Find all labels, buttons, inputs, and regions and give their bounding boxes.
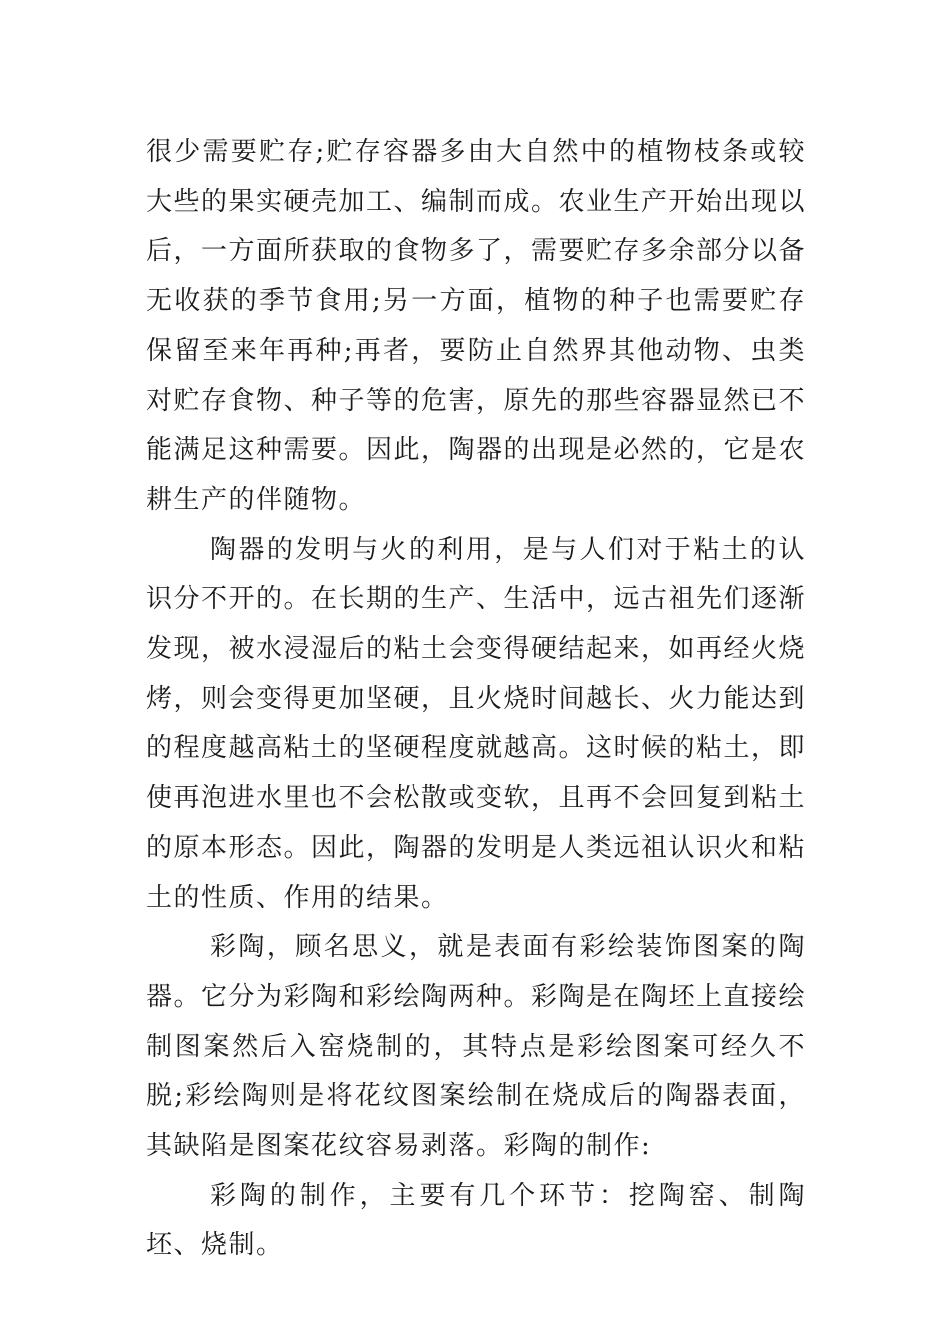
paragraph-storage-need: 很少需要贮存;贮存容器多由大自然中的植物枝条或较大些的果实硬壳加工、编制而成。农业生产开始出现以后，一方面所获取的食物多了，需要贮存多余部分以备无收获的季节食用;另一方面，植物的种子也需要贮存保留至来年再种;再者，要防止自然界其他动物、虫类对贮存食物、种子等的危害，原先的那些容器显然已不能满足这种需要。因此，陶器的出现是必然的，它是农耕生产的伴随物。: [146, 137, 807, 515]
body-text: [146, 128, 806, 1271]
paragraph-painted-pottery-definition: 彩陶，顾名思义，就是表面有彩绘装饰图案的陶器。它分为彩陶和彩绘陶两种。彩陶是在陶坯上直接绘制图案然后入窑烧制的，其特点是彩绘图案可经久不脱;彩绘陶则是将花纹图案绘制在烧成后的陶器表面，其缺陷是图案花纹容易剥落。彩陶的制作:: [146, 932, 807, 1162]
paragraph-pottery-invention: 陶器的发明与火的利用，是与人们对于粘土的认识分不开的。在长期的生产、生活中，远古祖先们逐渐发现，被水浸湿后的粘土会变得硬结起来，如再经火烧烤，则会变得更加坚硬，且火烧时间越长、火力能达到的程度越高粘土的坚硬程度就越高。这时候的粘土，即使再泡进水里也不会松散或变软，且再不会回复到粘土的原本形态。因此，陶器的发明是人类远祖认识火和粘土的性质、作用的结果。: [146, 534, 807, 913]
paragraph-painted-pottery-making: 彩陶的制作，主要有几个环节：挖陶窑、制陶坯、烧制。: [146, 1180, 806, 1261]
